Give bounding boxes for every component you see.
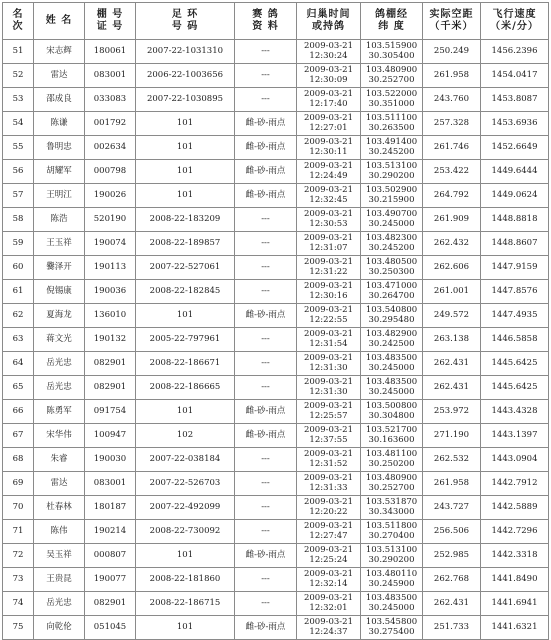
coordinates-cell: 103.522000 30.351000 (361, 88, 423, 112)
speed-cell: 1456.2396 (481, 40, 549, 64)
distance-cell: 262.431 (423, 376, 481, 400)
loft-cell: 520190 (85, 208, 136, 232)
coordinates-cell: 103.480900 30.252700 (361, 472, 423, 496)
loft-cell: 100947 (85, 424, 136, 448)
table-row (3, 64, 549, 88)
distance-cell: 249.572 (423, 304, 481, 328)
info-cell: --- (235, 64, 297, 88)
arrival-cell: 2009-03-21 12:31:22 (297, 256, 361, 280)
table-row (3, 544, 549, 568)
coordinates-cell: 103.482900 30.242500 (361, 328, 423, 352)
table-row (3, 448, 549, 472)
coordinates-cell: 103.502900 30.215900 (361, 184, 423, 208)
ring-cell: 2008-22-182845 (136, 280, 235, 304)
ring-cell: 2008-22-186665 (136, 376, 235, 400)
info-cell: --- (235, 448, 297, 472)
name-cell: 倪锡康 (34, 280, 85, 304)
distance-cell: 264.792 (423, 184, 481, 208)
coordinates-cell: 103.515900 30.305400 (361, 40, 423, 64)
name-cell: 王明江 (34, 184, 85, 208)
info-cell: 雌-砂-雨点 (235, 424, 297, 448)
speed-cell: 1441.6941 (481, 592, 549, 616)
distance-cell: 261.909 (423, 208, 481, 232)
ring-cell: 101 (136, 136, 235, 160)
ring-cell: 2008-22-186671 (136, 352, 235, 376)
distance-cell: 271.190 (423, 424, 481, 448)
info-cell: --- (235, 592, 297, 616)
arrival-cell: 2009-03-21 12:24:49 (297, 160, 361, 184)
name-cell: 陈伟 (34, 520, 85, 544)
speed-cell: 1442.3318 (481, 544, 549, 568)
arrival-cell: 2009-03-21 12:32:14 (297, 568, 361, 592)
coordinates-cell: 103.471000 30.264700 (361, 280, 423, 304)
coordinates-cell: 103.500800 30.304800 (361, 400, 423, 424)
rank-cell: 66 (3, 400, 34, 424)
ring-cell: 101 (136, 184, 235, 208)
distance-cell: 243.727 (423, 496, 481, 520)
coordinates-cell: 103.513100 30.290200 (361, 544, 423, 568)
distance-cell: 262.432 (423, 232, 481, 256)
distance-cell: 261.958 (423, 64, 481, 88)
table-row (3, 592, 549, 616)
coordinates-cell: 103.513100 30.290200 (361, 160, 423, 184)
arrival-cell: 2009-03-21 12:25:57 (297, 400, 361, 424)
table-row (3, 184, 549, 208)
loft-cell: 082901 (85, 592, 136, 616)
coordinates-cell: 103.480500 30.250300 (361, 256, 423, 280)
race-results-table (2, 2, 549, 640)
speed-cell: 1448.8818 (481, 208, 549, 232)
ring-cell: 2008-22-183209 (136, 208, 235, 232)
loft-cell: 136010 (85, 304, 136, 328)
info-cell: 雌-砂-雨点 (235, 616, 297, 640)
arrival-cell: 2009-03-21 12:32:01 (297, 592, 361, 616)
name-cell: 吴玉祥 (34, 544, 85, 568)
name-cell: 雷达 (34, 64, 85, 88)
arrival-cell: 2009-03-21 12:37:55 (297, 424, 361, 448)
arrival-cell: 2009-03-21 12:31:33 (297, 472, 361, 496)
arrival-cell: 2009-03-21 12:27:47 (297, 520, 361, 544)
coordinates-cell: 103.480900 30.252700 (361, 64, 423, 88)
arrival-cell: 2009-03-21 12:22:55 (297, 304, 361, 328)
distance-cell: 251.733 (423, 616, 481, 640)
loft-cell: 190026 (85, 184, 136, 208)
results-table-wrapper (2, 2, 548, 640)
info-cell: 雌-砂-雨点 (235, 136, 297, 160)
rank-cell: 62 (3, 304, 34, 328)
speed-cell: 1454.0417 (481, 64, 549, 88)
table-row (3, 424, 549, 448)
arrival-cell: 2009-03-21 12:20:22 (297, 496, 361, 520)
arrival-cell: 2009-03-21 12:17:40 (297, 88, 361, 112)
info-cell: --- (235, 496, 297, 520)
speed-cell: 1448.8607 (481, 232, 549, 256)
coordinates-cell: 103.483500 30.245000 (361, 376, 423, 400)
coordinates-cell: 103.531870 30.343000 (361, 496, 423, 520)
rank-cell: 59 (3, 232, 34, 256)
arrival-cell: 2009-03-21 12:27:01 (297, 112, 361, 136)
info-cell: --- (235, 280, 297, 304)
distance-cell: 243.760 (423, 88, 481, 112)
coordinates-cell: 103.483500 30.245000 (361, 592, 423, 616)
arrival-cell: 2009-03-21 12:31:54 (297, 328, 361, 352)
arrival-cell: 2009-03-21 12:25:24 (297, 544, 361, 568)
name-cell: 邵成良 (34, 88, 85, 112)
name-cell: 陈谦 (34, 112, 85, 136)
rank-cell: 73 (3, 568, 34, 592)
arrival-cell: 2009-03-21 12:31:52 (297, 448, 361, 472)
name-cell: 爨泽开 (34, 256, 85, 280)
results-body (3, 40, 549, 640)
name-cell: 蒋文光 (34, 328, 85, 352)
table-row (3, 568, 549, 592)
ring-cell: 2008-22-730092 (136, 520, 235, 544)
loft-cell: 190113 (85, 256, 136, 280)
header-speed: 飞行速度 （米/分） (481, 3, 549, 40)
ring-cell: 2007-22-526703 (136, 472, 235, 496)
loft-cell: 033083 (85, 88, 136, 112)
ring-cell: 101 (136, 544, 235, 568)
table-row (3, 352, 549, 376)
info-cell: --- (235, 328, 297, 352)
coordinates-cell: 103.481100 30.250200 (361, 448, 423, 472)
rank-cell: 64 (3, 352, 34, 376)
name-cell: 杜春林 (34, 496, 85, 520)
rank-cell: 67 (3, 424, 34, 448)
speed-cell: 1443.1397 (481, 424, 549, 448)
ring-cell: 2005-22-797961 (136, 328, 235, 352)
header-pigeon-info: 赛 鸽 资 料 (235, 3, 297, 40)
distance-cell: 257.328 (423, 112, 481, 136)
table-row (3, 256, 549, 280)
name-cell: 王贵昆 (34, 568, 85, 592)
info-cell: --- (235, 232, 297, 256)
table-row (3, 328, 549, 352)
speed-cell: 1453.8087 (481, 88, 549, 112)
arrival-cell: 2009-03-21 12:30:24 (297, 40, 361, 64)
header-row (3, 3, 549, 40)
speed-cell: 1449.0624 (481, 184, 549, 208)
speed-cell: 1442.7912 (481, 472, 549, 496)
arrival-cell: 2009-03-21 12:30:16 (297, 280, 361, 304)
coordinates-cell: 103.521700 30.163600 (361, 424, 423, 448)
header-name: 姓 名 (34, 3, 85, 40)
speed-cell: 1443.0904 (481, 448, 549, 472)
loft-cell: 083001 (85, 64, 136, 88)
loft-cell: 082901 (85, 376, 136, 400)
name-cell: 雷达 (34, 472, 85, 496)
ring-cell: 101 (136, 616, 235, 640)
loft-cell: 180061 (85, 40, 136, 64)
header-rank: 名 次 (3, 3, 34, 40)
table-row (3, 304, 549, 328)
rank-cell: 57 (3, 184, 34, 208)
loft-cell: 190077 (85, 568, 136, 592)
table-row (3, 496, 549, 520)
info-cell: 雌-砂-雨点 (235, 160, 297, 184)
coordinates-cell: 103.480110 30.245900 (361, 568, 423, 592)
speed-cell: 1447.8576 (481, 280, 549, 304)
distance-cell: 261.746 (423, 136, 481, 160)
rank-cell: 55 (3, 136, 34, 160)
arrival-cell: 2009-03-21 12:31:30 (297, 352, 361, 376)
rank-cell: 54 (3, 112, 34, 136)
loft-cell: 000798 (85, 160, 136, 184)
arrival-cell: 2009-03-21 12:30:11 (297, 136, 361, 160)
name-cell: 宋华伟 (34, 424, 85, 448)
loft-cell: 091754 (85, 400, 136, 424)
coordinates-cell: 103.491400 30.245200 (361, 136, 423, 160)
distance-cell: 262.606 (423, 256, 481, 280)
distance-cell: 253.422 (423, 160, 481, 184)
distance-cell: 261.001 (423, 280, 481, 304)
name-cell: 宋志辉 (34, 40, 85, 64)
loft-cell: 051045 (85, 616, 136, 640)
table-row (3, 280, 549, 304)
distance-cell: 250.249 (423, 40, 481, 64)
loft-cell: 190030 (85, 448, 136, 472)
ring-cell: 2007-22-492099 (136, 496, 235, 520)
ring-cell: 2007-22-038184 (136, 448, 235, 472)
name-cell: 岳光忠 (34, 592, 85, 616)
ring-cell: 101 (136, 400, 235, 424)
table-row (3, 472, 549, 496)
table-row (3, 520, 549, 544)
arrival-cell: 2009-03-21 12:30:53 (297, 208, 361, 232)
name-cell: 陈勇军 (34, 400, 85, 424)
name-cell: 王玉祥 (34, 232, 85, 256)
speed-cell: 1443.4328 (481, 400, 549, 424)
loft-cell: 190036 (85, 280, 136, 304)
info-cell: --- (235, 40, 297, 64)
rank-cell: 75 (3, 616, 34, 640)
loft-cell: 002634 (85, 136, 136, 160)
rank-cell: 71 (3, 520, 34, 544)
info-cell: --- (235, 88, 297, 112)
speed-cell: 1446.5858 (481, 328, 549, 352)
header-coordinates: 鸽棚经 纬 度 (361, 3, 423, 40)
coordinates-cell: 103.490700 30.245000 (361, 208, 423, 232)
rank-cell: 74 (3, 592, 34, 616)
distance-cell: 262.768 (423, 568, 481, 592)
coordinates-cell: 103.511100 30.263500 (361, 112, 423, 136)
table-row (3, 88, 549, 112)
arrival-cell: 2009-03-21 12:31:30 (297, 376, 361, 400)
speed-cell: 1453.6936 (481, 112, 549, 136)
coordinates-cell: 103.483500 30.245000 (361, 352, 423, 376)
ring-cell: 101 (136, 112, 235, 136)
speed-cell: 1442.5889 (481, 496, 549, 520)
name-cell: 胡耀军 (34, 160, 85, 184)
ring-cell: 102 (136, 424, 235, 448)
ring-cell: 2006-22-1003656 (136, 64, 235, 88)
table-row (3, 400, 549, 424)
distance-cell: 262.431 (423, 352, 481, 376)
info-cell: --- (235, 256, 297, 280)
distance-cell: 262.532 (423, 448, 481, 472)
name-cell: 夏海龙 (34, 304, 85, 328)
rank-cell: 53 (3, 88, 34, 112)
rank-cell: 68 (3, 448, 34, 472)
table-row (3, 160, 549, 184)
loft-cell: 190214 (85, 520, 136, 544)
table-row (3, 136, 549, 160)
ring-cell: 2008-22-186715 (136, 592, 235, 616)
info-cell: --- (235, 520, 297, 544)
coordinates-cell: 103.545800 30.275400 (361, 616, 423, 640)
distance-cell: 263.138 (423, 328, 481, 352)
info-cell: --- (235, 352, 297, 376)
table-row (3, 40, 549, 64)
arrival-cell: 2009-03-21 12:31:07 (297, 232, 361, 256)
arrival-cell: 2009-03-21 12:24:37 (297, 616, 361, 640)
rank-cell: 58 (3, 208, 34, 232)
loft-cell: 190132 (85, 328, 136, 352)
info-cell: --- (235, 472, 297, 496)
loft-cell: 190074 (85, 232, 136, 256)
ring-cell: 2008-22-181860 (136, 568, 235, 592)
speed-cell: 1447.9159 (481, 256, 549, 280)
arrival-cell: 2009-03-21 12:32:45 (297, 184, 361, 208)
table-row (3, 232, 549, 256)
info-cell: --- (235, 376, 297, 400)
info-cell: 雌-砂-雨点 (235, 400, 297, 424)
coordinates-cell: 103.540800 30.295480 (361, 304, 423, 328)
loft-cell: 180187 (85, 496, 136, 520)
name-cell: 朱睿 (34, 448, 85, 472)
rank-cell: 51 (3, 40, 34, 64)
rank-cell: 72 (3, 544, 34, 568)
info-cell: 雌-砂-雨点 (235, 304, 297, 328)
distance-cell: 261.958 (423, 472, 481, 496)
ring-cell: 101 (136, 160, 235, 184)
coordinates-cell: 103.511800 30.270400 (361, 520, 423, 544)
rank-cell: 69 (3, 472, 34, 496)
speed-cell: 1447.4935 (481, 304, 549, 328)
distance-cell: 262.431 (423, 592, 481, 616)
info-cell: 雌-砂-雨点 (235, 184, 297, 208)
rank-cell: 65 (3, 376, 34, 400)
loft-cell: 000807 (85, 544, 136, 568)
ring-cell: 2007-22-527061 (136, 256, 235, 280)
info-cell: --- (235, 208, 297, 232)
header-distance: 实际空距 （千米） (423, 3, 481, 40)
speed-cell: 1452.6649 (481, 136, 549, 160)
header-loft-id: 棚 号 证 号 (85, 3, 136, 40)
ring-cell: 2007-22-1031310 (136, 40, 235, 64)
rank-cell: 52 (3, 64, 34, 88)
speed-cell: 1449.6444 (481, 160, 549, 184)
coordinates-cell: 103.482300 30.245200 (361, 232, 423, 256)
speed-cell: 1445.6425 (481, 376, 549, 400)
info-cell: 雌-砂-雨点 (235, 544, 297, 568)
name-cell: 岳光忠 (34, 376, 85, 400)
table-row (3, 112, 549, 136)
name-cell: 向乾伦 (34, 616, 85, 640)
table-row (3, 616, 549, 640)
loft-cell: 082901 (85, 352, 136, 376)
name-cell: 陈浩 (34, 208, 85, 232)
table-row (3, 376, 549, 400)
rank-cell: 60 (3, 256, 34, 280)
name-cell: 鲁明忠 (34, 136, 85, 160)
distance-cell: 256.506 (423, 520, 481, 544)
rank-cell: 61 (3, 280, 34, 304)
loft-cell: 001792 (85, 112, 136, 136)
ring-cell: 2008-22-189857 (136, 232, 235, 256)
table-row (3, 208, 549, 232)
speed-cell: 1441.8490 (481, 568, 549, 592)
speed-cell: 1445.6425 (481, 352, 549, 376)
loft-cell: 083001 (85, 472, 136, 496)
arrival-cell: 2009-03-21 12:30:09 (297, 64, 361, 88)
rank-cell: 70 (3, 496, 34, 520)
speed-cell: 1441.6321 (481, 616, 549, 640)
ring-cell: 101 (136, 304, 235, 328)
info-cell: 雌-砂-雨点 (235, 112, 297, 136)
header-arrival-time: 归巢时间 或持鸽 (297, 3, 361, 40)
rank-cell: 56 (3, 160, 34, 184)
distance-cell: 252.985 (423, 544, 481, 568)
ring-cell: 2007-22-1030895 (136, 88, 235, 112)
distance-cell: 253.972 (423, 400, 481, 424)
info-cell: --- (235, 568, 297, 592)
speed-cell: 1442.7296 (481, 520, 549, 544)
rank-cell: 63 (3, 328, 34, 352)
header-ring-number: 足 环 号 码 (136, 3, 235, 40)
name-cell: 岳光忠 (34, 352, 85, 376)
